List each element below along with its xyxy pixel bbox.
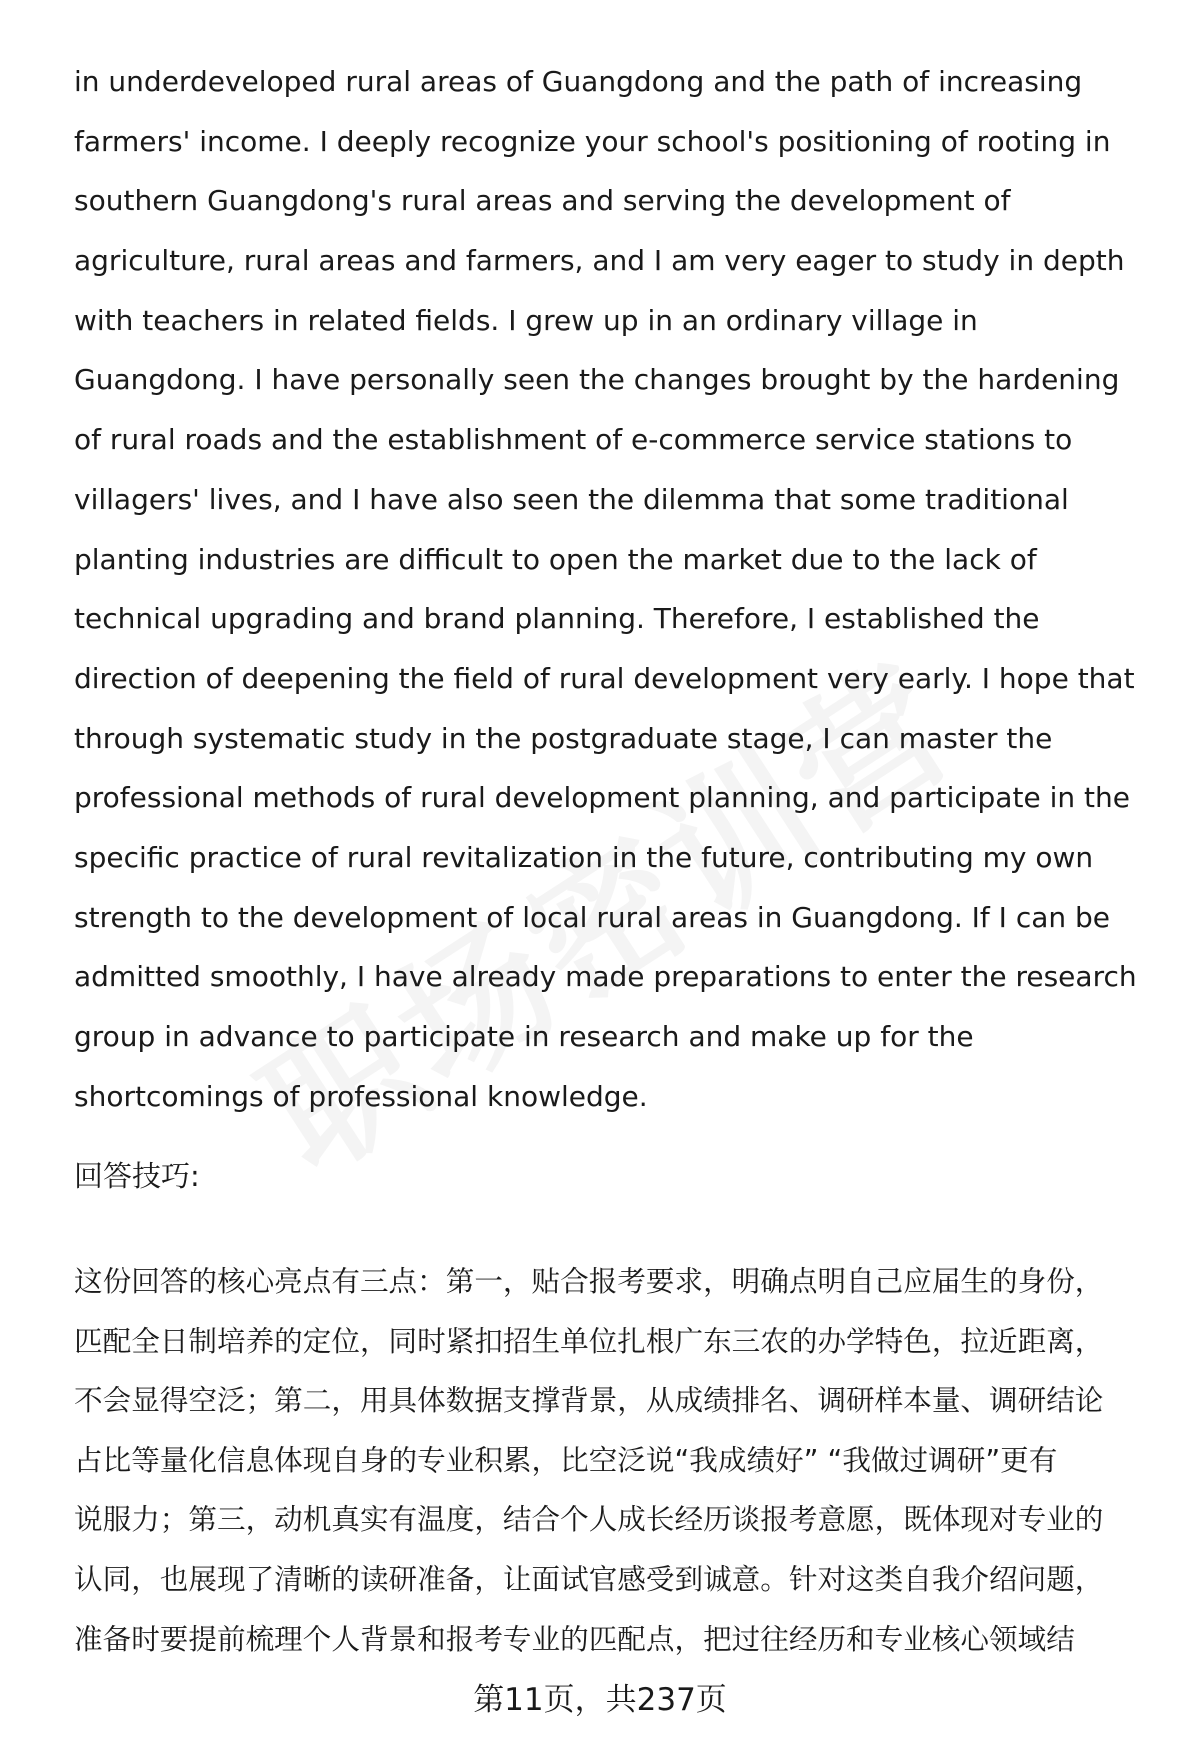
answer-line: planting industries are difficult to open the market due to the lack of [74, 542, 1037, 576]
answer-line: professional methods of rural development planning, and participate in the [74, 781, 1130, 815]
answer-line: Guangdong. I have personally seen the changes brought by the hardening [74, 363, 1120, 397]
answer-line: shortcomings of professional knowledge. [74, 1079, 648, 1113]
answer-line: admitted smoothly, I have already made preparations to enter the research [74, 960, 1137, 994]
tips-line: 不会显得空泛；第二，用具体数据支撑背景，从成绩排名、调研样本量、调研结论 [74, 1383, 1104, 1418]
tips-line: 这份回答的核心亮点有三点：第一，贴合报考要求，明确点明自己应届生的身份， [74, 1264, 1104, 1298]
answer-line: agriculture, rural areas and farmers, and I am very eager to study in depth [74, 244, 1125, 278]
answer-line: with teachers in related fields. I grew up in an ordinary village in [74, 303, 978, 337]
answer-line: specific practice of rural revitalization in the future, contributing my own [74, 840, 1094, 874]
tips-line: 匹配全日制培养的定位，同时紧扣招生单位扎根广东三农的办学特色，拉近距离， [74, 1323, 1104, 1358]
answer-line: direction of deepening the field of rural development very early. I hope that [74, 661, 1135, 695]
answer-line: in underdeveloped rural areas of Guangdong and the path of increasing [74, 65, 1083, 98]
answer-line: through systematic study in the postgraduate stage, I can master the [74, 721, 1053, 755]
tips-line: 认同，也展现了清晰的读研准备，让面试官感受到诚意。针对这类自我介绍问题， [74, 1561, 1104, 1596]
tips-line: 准备时要提前梳理个人背景和报考专业的匹配点，把过往经历和专业核心领域结 [74, 1621, 1075, 1656]
tips-paragraph [74, 1252, 1154, 1669]
answer-line: farmers' income. I deeply recognize your school's positioning of rooting in [74, 124, 1111, 158]
answer-line: group in advance to participate in research and make up for the [74, 1020, 974, 1053]
tips-heading: 回答技巧: [74, 1159, 200, 1193]
answer-line: villagers' lives, and I have also seen the dilemma that some traditional [74, 482, 1069, 516]
answer-line: southern Guangdong's rural areas and serving the development of [74, 184, 1011, 218]
page-number: 第11页，共237页 [473, 1682, 727, 1718]
answer-line: technical upgrading and brand planning. Therefore, I established the [74, 602, 1040, 636]
tips-line: 说服力；第三，动机真实有温度，结合个人成长经历谈报考意愿，既体现对专业的 [74, 1502, 1104, 1537]
tips-line: 占比等量化信息体现自身的专业积累，比空泛说“我成绩好” “我做过调研”更有 [74, 1442, 1058, 1477]
answer-paragraph [74, 52, 1164, 1126]
answer-line: strength to the development of local rural areas in Guangdong. If I can be [74, 900, 1111, 934]
answer-line: of rural roads and the establishment of e-commerce service stations to [74, 423, 1073, 457]
